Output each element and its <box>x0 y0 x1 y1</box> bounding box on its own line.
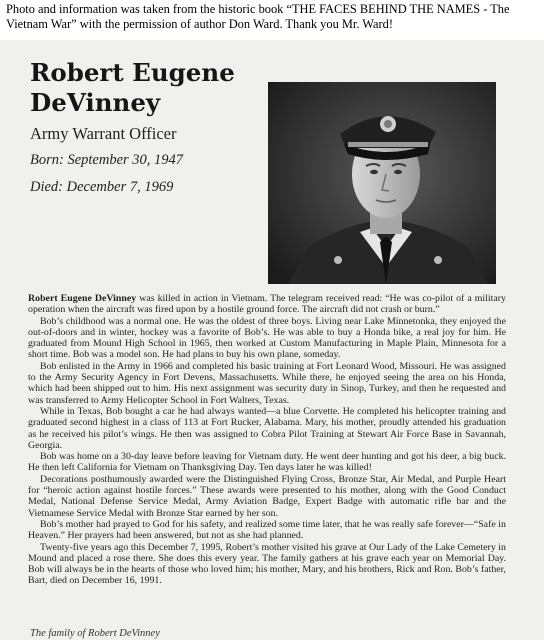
paragraph <box>28 293 506 316</box>
paragraph: Decorations posthumously awarded were the Distinguished Flying Cross, Bronze Star, Air Medal, and Purple Heart for “heroic action against hostile forces.” These awards were presented to his mother, along with the Good Conduct Medal, National Defense Service Medal, Army Aviation Badge, Expert Badge with automatic rifle bar and the Vietnamese Service Medal with Bronze Star earned by her son. <box>28 473 506 519</box>
paragraph: Twenty-five years ago this December 7, 1995, Robert’s mother visited his grave at Our Lady of the Lake Cemetery in Mound and placed a rose there. She does this every year. The family gathers at his grave each year on Memorial Day. Bob will always be in the hearts of those who loved him; his mother, Mary, and his brothers, Rick and Ron. Bob’s father, Bart, died on December 16, 1991. <box>28 541 506 587</box>
death-date: Died: December 7, 1969 <box>30 179 174 195</box>
biography-text <box>28 293 506 587</box>
paragraph: While in Texas, Bob bought a car he had always wanted—a blue Corvette. He completed his helicopter training and graduated second highest in a class of 113 at Fort Rucker, Alabama. Mary, his mother, proudly attended his graduation as he received his pilot’s wings. He then was assigned to Cobra Pilot Training at Stewart Air Force Base in Savannah, Georgia. <box>28 405 506 451</box>
portrait-photo <box>268 82 496 284</box>
header-block <box>30 58 265 196</box>
paragraph: Bob enlisted in the Army in 1966 and completed his basic training at Fort Leonard Wood, Missouri. He was assigned to the Army Security Agency in Fort Devens, Massachusetts. While there, he enjoyed seeing the area on his Honda, which had been shipped out to him. His next assignment was security duty in Sinop, Turkey, and then he requested and was transferred to Army Helicopter School in Fort Walters, Texas. <box>28 360 506 406</box>
paragraph: Bob was home on a 30-day leave before leaving for Vietnam duty. He went deer hunting and got his deer, a big buck. He then left California for Vietnam on Thanksgiving Day. Ten days later he was killed! <box>28 451 506 474</box>
attribution-note: Photo and information was taken from the historic book “THE FACES BEHIND THE NAMES - The Vietnam War” with the permission of author Don Ward. Thank you Mr. Ward! <box>6 2 510 31</box>
paragraph: Bob’s childhood was a normal one. He was the oldest of three boys. Living near Lake Minnetonka, they enjoyed the out-of-doors and in winter, hockey was a favorite of Bob’s. He was able to buy a Honda bike, a real joy for him. He graduated from Mound High School in 1965, then worked at Custom Manufacturing in Maple Plain, Minnesota for a short time. Bob was a model son. He had plans to buy his own plane, someday. <box>28 315 506 361</box>
birth-date: Born: September 30, 1947 <box>30 152 184 168</box>
rank-label: Army Warrant Officer <box>30 124 177 143</box>
name-line-2: DeVinney <box>30 88 161 117</box>
page-title <box>30 58 265 118</box>
name-line-1: Robert Eugene <box>30 58 235 87</box>
paragraph: Bob’s mother had prayed to God for his safety, and realized some time later, that he was really safe forever—“Safe in Heaven.” Her prayers had been answered, but not as she had planned. <box>28 518 506 542</box>
lead-name: Robert Eugene DeVinney <box>28 293 137 304</box>
photo-caption: The family of Robert DeVinney <box>30 628 160 639</box>
paragraph-text: was killed in action in Vietnam. The telegram received read: “He was co-pilot of a military operation when the aircraft was fired upon by a hostile ground force. The aircraft did not crash or burn.” <box>28 293 506 316</box>
